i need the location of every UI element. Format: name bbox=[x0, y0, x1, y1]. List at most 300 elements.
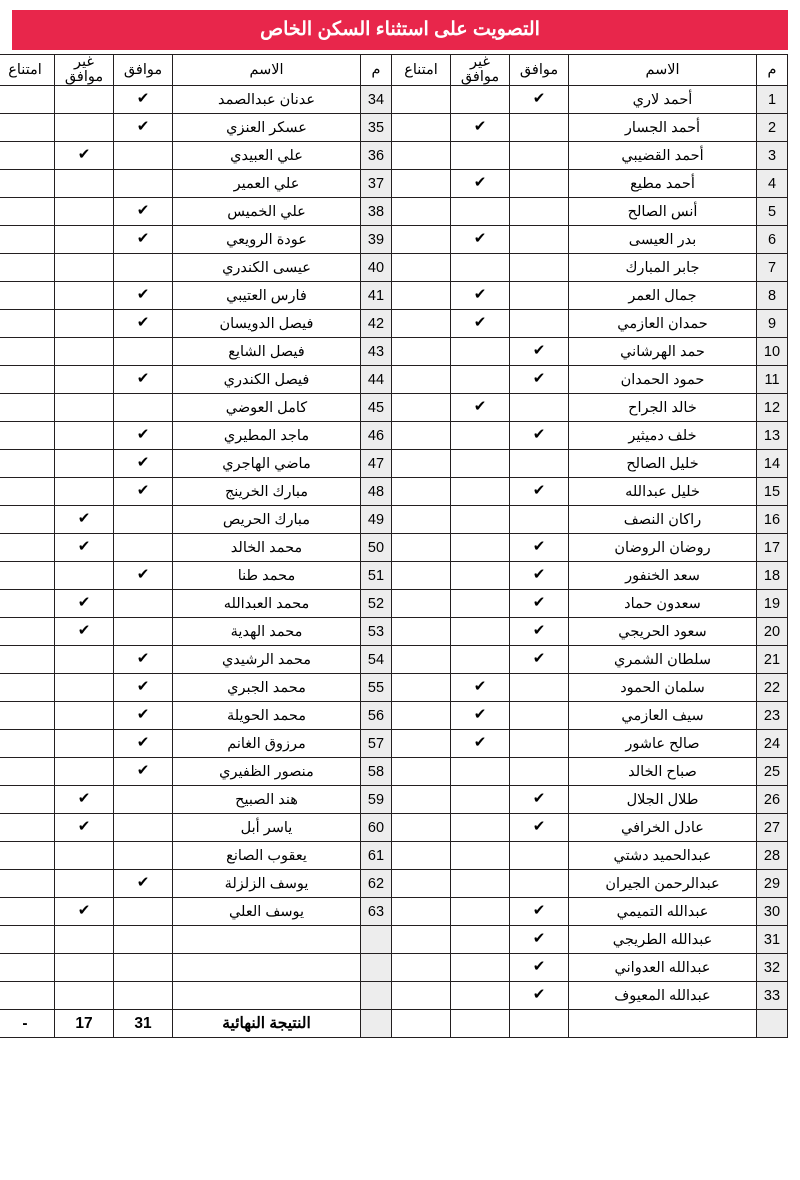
row-number-left: 42 bbox=[361, 310, 392, 338]
vote-agree-left bbox=[114, 674, 173, 702]
vote-disagree-left bbox=[55, 422, 114, 450]
vote-agree-right bbox=[510, 394, 569, 422]
empty-cell bbox=[55, 954, 114, 982]
vote-disagree-right bbox=[451, 898, 510, 926]
row-number-right: 26 bbox=[757, 786, 788, 814]
vote-disagree-left bbox=[55, 786, 114, 814]
vote-agree-left bbox=[114, 898, 173, 926]
vote-disagree-left bbox=[55, 506, 114, 534]
vote-agree-right bbox=[510, 142, 569, 170]
check-icon: ✔ bbox=[473, 173, 487, 191]
vote-abstain-left bbox=[0, 842, 55, 870]
vote-abstain-left bbox=[0, 310, 55, 338]
empty-cell bbox=[55, 926, 114, 954]
vote-agree-right bbox=[510, 842, 569, 870]
vote-abstain-right bbox=[392, 618, 451, 646]
vote-disagree-right bbox=[451, 338, 510, 366]
check-icon: ✔ bbox=[532, 817, 546, 835]
empty-cell bbox=[757, 1010, 788, 1038]
vote-disagree-right bbox=[451, 870, 510, 898]
vote-abstain-right bbox=[392, 450, 451, 478]
check-icon: ✔ bbox=[136, 453, 150, 471]
table-row bbox=[0, 450, 788, 478]
row-number-right: 32 bbox=[757, 954, 788, 982]
row-number-left: 36 bbox=[361, 142, 392, 170]
member-name-right: خلف دميثير bbox=[569, 422, 757, 450]
table-row bbox=[0, 646, 788, 674]
vote-abstain-left bbox=[0, 226, 55, 254]
check-icon: ✔ bbox=[136, 285, 150, 303]
vote-disagree-right bbox=[451, 366, 510, 394]
check-icon: ✔ bbox=[473, 397, 487, 415]
vote-abstain-right bbox=[392, 114, 451, 142]
vote-abstain-left bbox=[0, 786, 55, 814]
check-icon: ✔ bbox=[532, 537, 546, 555]
empty-cell bbox=[114, 926, 173, 954]
row-number-right: 23 bbox=[757, 702, 788, 730]
empty-cell bbox=[114, 954, 173, 982]
check-icon: ✔ bbox=[77, 901, 91, 919]
vote-abstain-left bbox=[0, 562, 55, 590]
header-abstain-right: امتناع bbox=[392, 55, 451, 86]
table-header-row bbox=[0, 55, 788, 86]
member-name-right: سعد الخنفور bbox=[569, 562, 757, 590]
member-name-left: كامل العوضي bbox=[173, 394, 361, 422]
vote-disagree-right bbox=[451, 646, 510, 674]
row-number-right: 8 bbox=[757, 282, 788, 310]
vote-agree-left bbox=[114, 254, 173, 282]
vote-disagree-left bbox=[55, 170, 114, 198]
table-row bbox=[0, 674, 788, 702]
check-icon: ✔ bbox=[77, 537, 91, 555]
vote-disagree-left bbox=[55, 870, 114, 898]
row-number-left: 44 bbox=[361, 366, 392, 394]
vote-agree-right bbox=[510, 618, 569, 646]
vote-agree-right bbox=[510, 982, 569, 1010]
row-number-left: 50 bbox=[361, 534, 392, 562]
row-number-right: 30 bbox=[757, 898, 788, 926]
vote-abstain-left bbox=[0, 422, 55, 450]
row-number-right: 22 bbox=[757, 674, 788, 702]
row-number-right: 33 bbox=[757, 982, 788, 1010]
member-name-left: محمد العبدالله bbox=[173, 590, 361, 618]
table-row bbox=[0, 394, 788, 422]
check-icon: ✔ bbox=[532, 901, 546, 919]
table-row bbox=[0, 982, 788, 1010]
empty-cell bbox=[510, 1010, 569, 1038]
header-agree-right: موافق bbox=[510, 55, 569, 86]
member-name-left: محمد طنا bbox=[173, 562, 361, 590]
vote-abstain-right bbox=[392, 254, 451, 282]
header-abstain-left: امتناع bbox=[0, 55, 55, 86]
vote-disagree-left bbox=[55, 590, 114, 618]
vote-agree-left bbox=[114, 450, 173, 478]
vote-disagree-right bbox=[451, 534, 510, 562]
vote-abstain-right bbox=[392, 898, 451, 926]
empty-cell bbox=[0, 954, 55, 982]
vote-agree-right bbox=[510, 422, 569, 450]
vote-abstain-right bbox=[392, 534, 451, 562]
row-number-left: 58 bbox=[361, 758, 392, 786]
table-row bbox=[0, 842, 788, 870]
member-name-right: راكان النصف bbox=[569, 506, 757, 534]
row-number-left: 47 bbox=[361, 450, 392, 478]
vote-abstain-left bbox=[0, 814, 55, 842]
row-number-left: 54 bbox=[361, 646, 392, 674]
table-row bbox=[0, 366, 788, 394]
vote-disagree-left bbox=[55, 898, 114, 926]
member-name-right: صباح الخالد bbox=[569, 758, 757, 786]
vote-abstain-right bbox=[392, 758, 451, 786]
vote-abstain-right bbox=[392, 198, 451, 226]
vote-disagree-right bbox=[451, 954, 510, 982]
row-number-left: 51 bbox=[361, 562, 392, 590]
check-icon: ✔ bbox=[136, 761, 150, 779]
vote-abstain-left bbox=[0, 702, 55, 730]
vote-disagree-right bbox=[451, 590, 510, 618]
vote-abstain-left bbox=[0, 758, 55, 786]
check-icon: ✔ bbox=[532, 481, 546, 499]
table-row bbox=[0, 702, 788, 730]
member-name-right: عبدالله العدواني bbox=[569, 954, 757, 982]
vote-disagree-right bbox=[451, 702, 510, 730]
vote-abstain-right bbox=[392, 478, 451, 506]
row-number-right: 1 bbox=[757, 86, 788, 114]
vote-abstain-left bbox=[0, 338, 55, 366]
check-icon: ✔ bbox=[532, 89, 546, 107]
member-name-right: حمد الهرشاني bbox=[569, 338, 757, 366]
vote-disagree-right bbox=[451, 618, 510, 646]
row-number-left: 52 bbox=[361, 590, 392, 618]
member-name-left: محمد الخالد bbox=[173, 534, 361, 562]
member-name-right: جابر المبارك bbox=[569, 254, 757, 282]
vote-agree-left bbox=[114, 618, 173, 646]
check-icon: ✔ bbox=[532, 789, 546, 807]
member-name-right: عبدالرحمن الجيران bbox=[569, 870, 757, 898]
header-disagree-right: غير موافق bbox=[451, 55, 510, 86]
vote-disagree-left bbox=[55, 310, 114, 338]
member-name-left: علي العبيدي bbox=[173, 142, 361, 170]
vote-agree-left bbox=[114, 842, 173, 870]
vote-agree-right bbox=[510, 954, 569, 982]
vote-abstain-left bbox=[0, 394, 55, 422]
vote-agree-left bbox=[114, 786, 173, 814]
vote-disagree-right bbox=[451, 926, 510, 954]
member-name-right: خليل الصالح bbox=[569, 450, 757, 478]
vote-abstain-left bbox=[0, 114, 55, 142]
member-name-left: محمد الحويلة bbox=[173, 702, 361, 730]
row-number-right: 31 bbox=[757, 926, 788, 954]
member-name-right: خالد الجراح bbox=[569, 394, 757, 422]
table-row bbox=[0, 618, 788, 646]
vote-abstain-right bbox=[392, 702, 451, 730]
member-name-right: عبدالحميد دشتي bbox=[569, 842, 757, 870]
empty-cell bbox=[114, 982, 173, 1010]
row-number-left: 43 bbox=[361, 338, 392, 366]
check-icon: ✔ bbox=[136, 369, 150, 387]
vote-abstain-right bbox=[392, 982, 451, 1010]
check-icon: ✔ bbox=[532, 593, 546, 611]
vote-agree-left bbox=[114, 562, 173, 590]
row-number-right: 10 bbox=[757, 338, 788, 366]
row-number-left: 41 bbox=[361, 282, 392, 310]
vote-agree-right bbox=[510, 198, 569, 226]
vote-disagree-right bbox=[451, 730, 510, 758]
check-icon: ✔ bbox=[77, 621, 91, 639]
vote-disagree-left bbox=[55, 450, 114, 478]
vote-abstain-right bbox=[392, 954, 451, 982]
vote-agree-right bbox=[510, 86, 569, 114]
member-name-left: مرزوق الغانم bbox=[173, 730, 361, 758]
member-name-left: عودة الرويعي bbox=[173, 226, 361, 254]
empty-cell bbox=[55, 982, 114, 1010]
vote-agree-left bbox=[114, 646, 173, 674]
header-name-left: الاسم bbox=[173, 55, 361, 86]
member-name-right: بدر العيسى bbox=[569, 226, 757, 254]
check-icon: ✔ bbox=[77, 789, 91, 807]
vote-disagree-right bbox=[451, 226, 510, 254]
table-row bbox=[0, 114, 788, 142]
vote-agree-right bbox=[510, 674, 569, 702]
check-icon: ✔ bbox=[136, 229, 150, 247]
vote-agree-left bbox=[114, 198, 173, 226]
empty-cell bbox=[361, 926, 392, 954]
row-number-right: 3 bbox=[757, 142, 788, 170]
vote-agree-left bbox=[114, 310, 173, 338]
vote-table bbox=[0, 54, 788, 1038]
vote-abstain-left bbox=[0, 618, 55, 646]
table-row bbox=[0, 898, 788, 926]
table-row bbox=[0, 310, 788, 338]
row-number-right: 18 bbox=[757, 562, 788, 590]
vote-agree-right bbox=[510, 338, 569, 366]
vote-disagree-left bbox=[55, 702, 114, 730]
row-number-right: 21 bbox=[757, 646, 788, 674]
check-icon: ✔ bbox=[77, 817, 91, 835]
vote-agree-right bbox=[510, 226, 569, 254]
check-icon: ✔ bbox=[473, 313, 487, 331]
vote-abstain-left bbox=[0, 86, 55, 114]
row-number-right: 4 bbox=[757, 170, 788, 198]
vote-agree-left bbox=[114, 142, 173, 170]
vote-abstain-right bbox=[392, 170, 451, 198]
member-name-right: خليل عبدالله bbox=[569, 478, 757, 506]
vote-disagree-right bbox=[451, 450, 510, 478]
vote-disagree-right bbox=[451, 142, 510, 170]
header-disagree-left: غير موافق bbox=[55, 55, 114, 86]
vote-agree-left bbox=[114, 338, 173, 366]
member-name-right: سلطان الشمري bbox=[569, 646, 757, 674]
member-name-left: محمد الهدية bbox=[173, 618, 361, 646]
vote-disagree-right bbox=[451, 478, 510, 506]
table-row bbox=[0, 954, 788, 982]
row-number-right: 19 bbox=[757, 590, 788, 618]
vote-agree-left bbox=[114, 86, 173, 114]
vote-abstain-right bbox=[392, 142, 451, 170]
vote-disagree-right bbox=[451, 310, 510, 338]
table-row bbox=[0, 758, 788, 786]
vote-agree-right bbox=[510, 562, 569, 590]
vote-disagree-right bbox=[451, 758, 510, 786]
vote-agree-left bbox=[114, 758, 173, 786]
member-name-right: صالح عاشور bbox=[569, 730, 757, 758]
check-icon: ✔ bbox=[136, 565, 150, 583]
member-name-left: مبارك الحريص bbox=[173, 506, 361, 534]
member-name-left: فيصل الكندري bbox=[173, 366, 361, 394]
vote-abstain-right bbox=[392, 590, 451, 618]
member-name-left: فارس العتيبي bbox=[173, 282, 361, 310]
vote-agree-left bbox=[114, 282, 173, 310]
check-icon: ✔ bbox=[532, 649, 546, 667]
member-name-left: عيسى الكندري bbox=[173, 254, 361, 282]
vote-disagree-right bbox=[451, 506, 510, 534]
member-name-right: سعدون حماد bbox=[569, 590, 757, 618]
member-name-right: عبدالله المعيوف bbox=[569, 982, 757, 1010]
member-name-right: عبدالله الطريجي bbox=[569, 926, 757, 954]
vote-abstain-left bbox=[0, 590, 55, 618]
member-name-left: فيصل الشايع bbox=[173, 338, 361, 366]
row-number-right: 6 bbox=[757, 226, 788, 254]
vote-disagree-left bbox=[55, 562, 114, 590]
table-row bbox=[0, 562, 788, 590]
vote-abstain-right bbox=[392, 338, 451, 366]
vote-agree-right bbox=[510, 114, 569, 142]
table-row bbox=[0, 338, 788, 366]
row-number-left: 56 bbox=[361, 702, 392, 730]
vote-agree-right bbox=[510, 926, 569, 954]
empty-cell bbox=[451, 1010, 510, 1038]
row-number-right: 29 bbox=[757, 870, 788, 898]
vote-disagree-right bbox=[451, 282, 510, 310]
vote-abstain-right bbox=[392, 562, 451, 590]
check-icon: ✔ bbox=[77, 593, 91, 611]
member-name-left: ماضي الهاجري bbox=[173, 450, 361, 478]
vote-disagree-right bbox=[451, 814, 510, 842]
final-row-number bbox=[361, 1010, 392, 1038]
member-name-left: عدنان عبدالصمد bbox=[173, 86, 361, 114]
table-row bbox=[0, 506, 788, 534]
row-number-left: 55 bbox=[361, 674, 392, 702]
member-name-left: علي الخميس bbox=[173, 198, 361, 226]
member-name-left: يوسف العلي bbox=[173, 898, 361, 926]
check-icon: ✔ bbox=[136, 425, 150, 443]
vote-agree-right bbox=[510, 702, 569, 730]
row-number-right: 16 bbox=[757, 506, 788, 534]
vote-abstain-left bbox=[0, 534, 55, 562]
check-icon: ✔ bbox=[136, 313, 150, 331]
check-icon: ✔ bbox=[473, 117, 487, 135]
row-number-right: 11 bbox=[757, 366, 788, 394]
check-icon: ✔ bbox=[136, 117, 150, 135]
check-icon: ✔ bbox=[136, 481, 150, 499]
vote-agree-right bbox=[510, 898, 569, 926]
header-num-right: م bbox=[757, 55, 788, 86]
row-number-left: 62 bbox=[361, 870, 392, 898]
row-number-right: 9 bbox=[757, 310, 788, 338]
vote-disagree-right bbox=[451, 982, 510, 1010]
vote-abstain-right bbox=[392, 814, 451, 842]
vote-agree-left bbox=[114, 534, 173, 562]
row-number-left: 53 bbox=[361, 618, 392, 646]
member-name-left: يوسف الزلزلة bbox=[173, 870, 361, 898]
empty-cell bbox=[0, 982, 55, 1010]
member-name-right: أنس الصالح bbox=[569, 198, 757, 226]
vote-agree-right bbox=[510, 254, 569, 282]
vote-abstain-right bbox=[392, 226, 451, 254]
check-icon: ✔ bbox=[532, 341, 546, 359]
vote-disagree-right bbox=[451, 842, 510, 870]
vote-agree-left bbox=[114, 114, 173, 142]
member-name-left: عسكر العنزي bbox=[173, 114, 361, 142]
empty-cell bbox=[569, 1010, 757, 1038]
vote-abstain-left bbox=[0, 898, 55, 926]
vote-agree-right bbox=[510, 534, 569, 562]
member-name-left: هند الصبيح bbox=[173, 786, 361, 814]
row-number-right: 7 bbox=[757, 254, 788, 282]
vote-abstain-left bbox=[0, 282, 55, 310]
vote-abstain-left bbox=[0, 198, 55, 226]
check-icon: ✔ bbox=[77, 145, 91, 163]
member-name-left: علي العمير bbox=[173, 170, 361, 198]
vote-disagree-right bbox=[451, 786, 510, 814]
table-head bbox=[0, 55, 788, 86]
member-name-right: عادل الخرافي bbox=[569, 814, 757, 842]
vote-agree-right bbox=[510, 646, 569, 674]
vote-abstain-left bbox=[0, 366, 55, 394]
vote-agree-right bbox=[510, 786, 569, 814]
vote-abstain-right bbox=[392, 310, 451, 338]
vote-abstain-left bbox=[0, 646, 55, 674]
table-row bbox=[0, 170, 788, 198]
vote-agree-right bbox=[510, 730, 569, 758]
table-row bbox=[0, 786, 788, 814]
empty-cell bbox=[392, 1010, 451, 1038]
vote-disagree-right bbox=[451, 170, 510, 198]
vote-agree-left bbox=[114, 366, 173, 394]
table-row bbox=[0, 142, 788, 170]
vote-abstain-left bbox=[0, 674, 55, 702]
vote-abstain-left bbox=[0, 506, 55, 534]
vote-disagree-left bbox=[55, 226, 114, 254]
member-name-left: محمد الرشيدي bbox=[173, 646, 361, 674]
member-name-right: جمال العمر bbox=[569, 282, 757, 310]
check-icon: ✔ bbox=[136, 733, 150, 751]
vote-agree-left bbox=[114, 702, 173, 730]
vote-abstain-left bbox=[0, 170, 55, 198]
vote-abstain-left bbox=[0, 870, 55, 898]
table-row bbox=[0, 226, 788, 254]
vote-disagree-left bbox=[55, 114, 114, 142]
member-name-right: أحمد الجسار bbox=[569, 114, 757, 142]
vote-abstain-right bbox=[392, 394, 451, 422]
check-icon: ✔ bbox=[136, 649, 150, 667]
vote-agree-right bbox=[510, 366, 569, 394]
empty-cell bbox=[173, 926, 361, 954]
member-name-right: حمدان العازمي bbox=[569, 310, 757, 338]
empty-cell bbox=[361, 982, 392, 1010]
member-name-right: روضان الروضان bbox=[569, 534, 757, 562]
table-row bbox=[0, 870, 788, 898]
vote-agree-left bbox=[114, 870, 173, 898]
check-icon: ✔ bbox=[532, 621, 546, 639]
row-number-right: 2 bbox=[757, 114, 788, 142]
vote-agree-left bbox=[114, 394, 173, 422]
member-name-left: فيصل الدويسان bbox=[173, 310, 361, 338]
check-icon: ✔ bbox=[532, 425, 546, 443]
vote-disagree-left bbox=[55, 366, 114, 394]
empty-cell bbox=[0, 926, 55, 954]
check-icon: ✔ bbox=[473, 705, 487, 723]
